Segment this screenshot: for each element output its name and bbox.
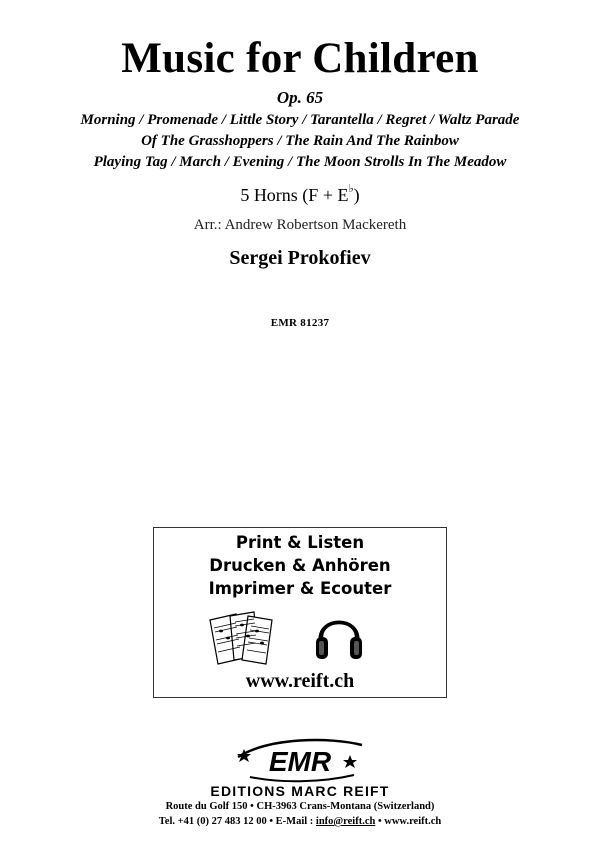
- emr-logo: [230, 735, 370, 785]
- movement-line: Playing Tag / March / Evening / The Moon Strolls In The Meadow: [93, 154, 507, 170]
- sheet-music-icon: [208, 610, 276, 666]
- catalog-number: EMR 81237: [270, 317, 330, 329]
- score-title: Music for Children: [121, 35, 479, 82]
- movement-list: [0, 110, 600, 173]
- print-listen-box: [153, 527, 447, 698]
- arranger-credit: Arr.: Andrew Robertson Mackereth: [193, 217, 407, 233]
- opus-number: Op. 65: [276, 88, 324, 107]
- website-link[interactable]: www.reift.ch: [245, 670, 355, 692]
- publisher-contact: Tel. +41 (0) 27 483 12 00 • E-Mail : info@reift.ch • www.reift.ch: [158, 816, 442, 827]
- movement-line: Of The Grasshoppers / The Rain And The Rainbow: [141, 133, 459, 149]
- promo-line-de: Drucken & Anhören: [209, 556, 391, 575]
- publisher-name: EDITIONS MARC REIFT: [210, 783, 390, 799]
- headphones-icon: [314, 607, 364, 665]
- flat-sign: ♭: [348, 183, 354, 195]
- svg-text:EMR: EMR: [268, 746, 332, 777]
- publisher-address: Route du Golf 150 • CH-3963 Crans-Montana (Switzerland): [165, 801, 435, 812]
- instrumentation: 5 Horns (F + E♭): [240, 183, 360, 205]
- promo-line-fr: Imprimer & Ecouter: [208, 579, 392, 598]
- composer-name: Sergei Prokofiev: [229, 247, 371, 269]
- email-link[interactable]: info@reift.ch: [315, 816, 376, 827]
- promo-line-en: Print & Listen: [235, 533, 365, 552]
- movement-line: Morning / Promenade / Little Story / Tarantella / Regret / Waltz Parade: [80, 112, 520, 128]
